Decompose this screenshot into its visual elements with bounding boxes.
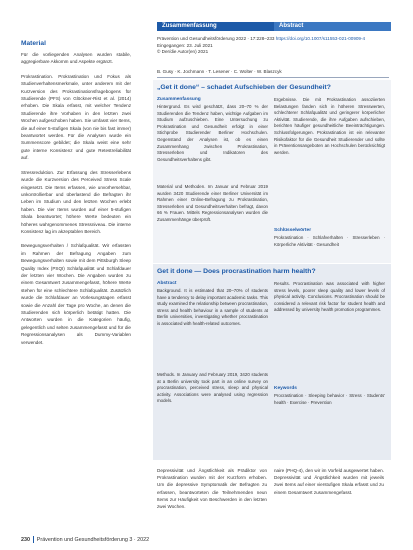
author-list: B. Gusy · K. Jochmann · T. Lesener · C. Wolter · W. Blaszcyk bbox=[157, 69, 282, 74]
journal-citation: Prävention und Gesundheitsförderung 2022 · 17:228–233 bbox=[157, 36, 275, 41]
german-keywords: Prokrastination · Schlafverhalten · Stresserleben · Körperliche Aktivität · Gesundheit bbox=[274, 235, 385, 247]
journal-footer: Prävention und Gesundheitsförderung 3 · 2022 bbox=[36, 536, 150, 543]
german-methods: Material und Methoden. Im Januar und Februar 2019 wurden 3420 Studierende einer Berliner Universität im Rahmen einer Online-Befragung zu Prokrastination, Stresserleben und Gesundheitsverhalten befragt, davon 66 % Frauen. Mittels Regressionsanalysen wurden die Zusammenhänge überprüft. bbox=[157, 184, 268, 222]
english-abstract-heading: Abstract bbox=[157, 281, 177, 286]
received-date: Eingegangen: 23. Juli 2021 bbox=[157, 42, 213, 48]
german-title: „Get it done“ – schadet Aufschieben der Gesundheit? bbox=[157, 84, 331, 91]
body-paragraph: Prokrastination. Prokrastination und Fokus als Studienverhaltensmerkmale, unter anderem mit der Kurzversion des Prokrastinationsfragebogens für Studierende (PFS) von Glöckner-Rist et al. (2014) erhoben. Die Skala erfasst, mit welcher Tendenz Studierende ihre Vorhaben in den letzten zwei Wochen aufgeschoben haben. Sie umfasst vier Items, die auf einer 5-stufigen Skala (von nie bis fast immer) beantwortet werden. Für die Analysen wurde ein Summenscore gebildet; die Skala weist eine sehr gute interne Konsistenz und gute Retestreliabilität auf. bbox=[21, 73, 131, 161]
english-methods: Methods. In January and February 2019, 3420 students at a Berlin university took part in an online survey on procrastination, perceived stress, sleep and physical activity. Associations were analysed using regression models. bbox=[157, 372, 268, 404]
copyright-note: © Der/die Autor(en) 2021 bbox=[157, 49, 209, 54]
body-paragraph: Für die vorliegenden Analysen wurden stabile, aggregierbare Akkomm und Aspekte ergänzt. bbox=[21, 52, 131, 65]
german-background: Hintergrund. Es wird geschätzt, dass 20–70 % der Studierenden die Tendenz haben, wichtige Aufgaben im Studium aufzuschieben. Eine Untersuchung zu Prokrastination und Gesundheit erfolgt in einer Stichprobe Studierender Berliner Hochschulen. Gegenstand der Analysen ist, ob es einen Zusammenhang zwischen Prokrastination, Stresserleben und Indikatoren des Gesundheitsverhaltens gibt. bbox=[157, 104, 268, 162]
page-number: 230 bbox=[21, 536, 30, 543]
german-results: Ergebnisse. Die mit Prokrastination assoziierten Belastungen fanden sich in höheren Stresswerten, schlechterer Schlafqualität und geringerer körperlicher Aktivität. Studierende, die ihre Aufgaben aufschieben, berichten häufiger gesundheitliche Beeinträchtigungen. Schlussfolgerungen. Prokrastination ist ein relevanter Risikofaktor für die Gesundheit Studierender und sollte in Präventionsangeboten an Hochschulen berücksichtigt werden. bbox=[274, 97, 385, 155]
doi-link[interactable]: https://doi.org/10.1007/s11553-021-00909-4 bbox=[275, 36, 366, 41]
german-section-heading: Zusammenfassung bbox=[157, 97, 201, 102]
german-keywords-heading: Schlüsselwörter bbox=[274, 228, 312, 233]
body-paragraph: Bewegungsverhalten / Schlafqualität. Wir erfassten im Rahmen der Befragung Angaben zum Bewegungsverhalten sowie mit dem Pittsburgh Sleep Quality Index (PSQI) Schlafqualität und Schlafdauer der letzten vier Wochen. Die Angaben wurden zu einem Gesamtwert zusammengefasst, höhere Werte stehen für eine schlechtere Schlafqualität. Zusätzlich wurde die Schlafdauer an Vorlesungstagen erfasst sowie die Anzahl der Tage pro Woche, an denen die Studierenden sich körperlich betätigt hatten. Die Antworten wurden in die Kategorien häufig, gelegentlich und selten zusammengefasst und für die Regressionsanalysen als Dummy-Variablen verwendet. bbox=[21, 243, 131, 345]
tab-abstract: Abstract bbox=[274, 22, 391, 31]
english-keywords: Procrastination · Sleeping behavior · Stress · Students' health · Exercise · Prevention bbox=[274, 393, 385, 405]
footer-divider bbox=[33, 536, 34, 543]
tab-zusammenfassung: Zusammenfassung bbox=[157, 22, 274, 31]
left-column bbox=[21, 40, 131, 353]
english-keywords-heading: Keywords bbox=[274, 386, 297, 391]
english-results: Results. Procrastination was associated with higher stress levels, poorer sleep quality and lower levels of physical activity. Conclusions. Procrastination should be considered a relevant risk factor for student health and addressed by university health promotion programmes. bbox=[274, 281, 385, 313]
body-paragraph: Stressreduktion. Zur Erfassung des Stresserlebens wurde die Kurzversion des Perceived Stress Scale eingesetzt. Die Items erfassen, wie unvorhersehbar, unkontrollierbar und überlastend die Befragten ihr Leben im Studium und den letzten Wochen erlebt haben. Die vier Items wurden auf einer 5-stufigen Skala beantwortet; höhere Werte bedeuten ein höheres wahrgenommenes Stressniveau. Die interne Konsistenz lag im akzeptablen Bereich. bbox=[21, 169, 131, 234]
page-footer bbox=[21, 536, 149, 543]
divider bbox=[157, 77, 389, 78]
english-background: Background. It is estimated that 20–70% of students have a tendency to delay important academic tasks. This study examined the relationship between procrastination, stress and health behaviour in a sample of students at Berlin universities, investigating whether procrastination is associated with health-related outcomes. bbox=[157, 288, 268, 326]
publication-info bbox=[157, 36, 387, 56]
body-paragraph-bottom-right: naire (PHQ-4), den wir im Vorfeld ausgewertet haben. Depressivität und Ängstlichkeit wurden mit jeweils zwei Items auf einer vierstufigen Skala erfasst und zu einem Gesamtwert zusammengefasst. bbox=[274, 468, 384, 495]
body-paragraph-bottom-left: Depressivität und Ängstlichkeit als Prädiktor von Prokrastination wurden mit der Kurzform erhoben. Um die depressive Symptomatik der Befragten zu erfassen, beantworteten die Teilnehmenden neun Items zur Häufigkeit von Beschwerden in den letzten zwei Wochen. bbox=[157, 468, 267, 510]
english-title: Get it done — Does procrastination harm health? bbox=[157, 268, 316, 275]
section-heading-material: Material bbox=[21, 40, 46, 47]
